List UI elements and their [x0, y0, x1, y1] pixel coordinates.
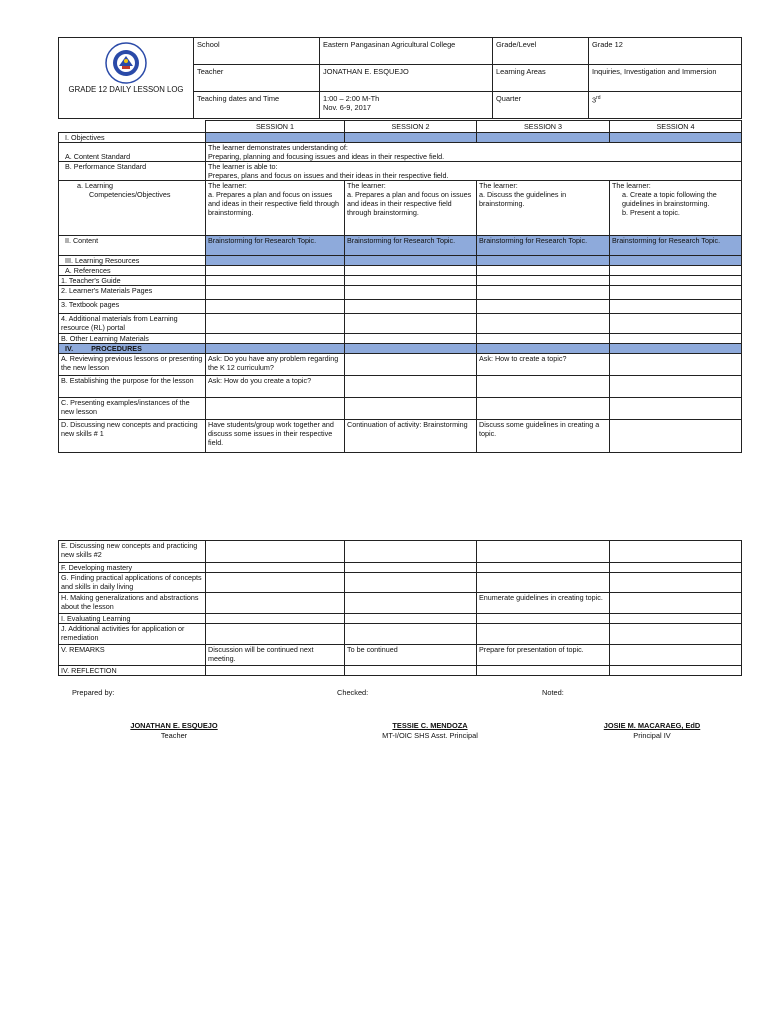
signatory-2-role: MT-I/OIC SHS Asst. Principal	[382, 731, 478, 740]
session-3-header: SESSION 3	[477, 121, 610, 133]
content-session-1: Brainstorming for Research Topic.	[206, 236, 345, 256]
teachers-guide-row	[59, 276, 742, 286]
references-label: A. References	[59, 266, 206, 276]
competencies-s1-text: a. Prepares a plan and focus on issues and ideas in their respective field through brainstorming.	[208, 190, 340, 217]
content-standard-row	[59, 143, 742, 162]
practical-row	[59, 573, 742, 593]
examples-label: C. Presenting examples/instances of the new lesson	[59, 398, 206, 420]
competencies-s1-intro: The learner:	[208, 181, 247, 190]
competencies-label	[59, 181, 206, 236]
quarter-value	[589, 92, 742, 119]
logo-cell	[59, 38, 194, 119]
references-row	[59, 266, 742, 276]
purpose-session-1: Ask: How do you create a topic?	[206, 376, 345, 398]
content-session-4: Brainstorming for Research Topic.	[610, 236, 742, 256]
discuss1-row	[59, 420, 742, 453]
dates-label: Teaching dates and Time	[194, 92, 320, 119]
textbook-label: 3. Textbook pages	[59, 300, 206, 314]
competencies-s4-item-b: b. Present a topic.	[622, 208, 680, 217]
remarks-label: V. REMARKS	[59, 645, 206, 666]
performance-standard-intro: The learner is able to:	[208, 162, 278, 171]
checked-label: Checked:	[337, 688, 369, 697]
session-4-header: SESSION 4	[610, 121, 742, 133]
signatory-3-role: Principal IV	[633, 731, 671, 740]
procedures-number: IV.	[65, 344, 74, 353]
learners-pages-row	[59, 286, 742, 300]
evaluate-label: I. Evaluating Learning	[59, 614, 206, 624]
generalize-row	[59, 593, 742, 614]
noted-label: Noted:	[542, 688, 564, 697]
procedures-title: PROCEDURES	[91, 344, 142, 353]
mastery-label: F. Developing mastery	[59, 563, 206, 573]
competencies-session-4	[610, 181, 742, 236]
quarter-suffix: rd	[596, 95, 601, 101]
review-session-1: Ask: Do you have any problem regarding the K 12 curriculum?	[206, 354, 345, 376]
content-label: II. Content	[59, 236, 206, 256]
signatory-3-name: JOSIE M. MACARAEG, EdD	[603, 721, 701, 730]
review-label: A. Reviewing previous lessons or presenting the new lesson	[59, 354, 206, 376]
additional-row	[59, 624, 742, 645]
competencies-s2-text: a. Prepares a plan and focus on issues and ideas in their respective field through brainstorming.	[347, 190, 472, 217]
learners-pages-label: 2. Learner's Materials Pages	[59, 286, 206, 300]
other-materials-row	[59, 334, 742, 344]
content-session-2: Brainstorming for Research Topic.	[345, 236, 477, 256]
evaluate-row	[59, 614, 742, 624]
deped-seal-icon	[103, 42, 149, 84]
lr-portal-label: 4. Additional materials from Learning resource (RL) portal	[59, 314, 206, 334]
content-standard-value	[206, 143, 742, 162]
procedures-label	[59, 344, 206, 354]
performance-standard-text: Prepares, plans and focus on issues and their ideas in their respective field.	[208, 171, 449, 180]
content-standard-label: A. Content Standard	[59, 143, 206, 162]
grade-label: Grade/Level	[493, 38, 589, 65]
grade-value: Grade 12	[589, 38, 742, 65]
quarter-number: 3	[592, 95, 597, 105]
procedures-row	[59, 344, 742, 354]
signatory-3	[582, 721, 722, 741]
discuss1-session-3: Discuss some guidelines in creating a topic.	[477, 420, 610, 453]
purpose-label: B. Establishing the purpose for the lesson	[59, 376, 206, 398]
remarks-session-3: Prepare for presentation of topic.	[477, 645, 610, 666]
signatory-2	[350, 721, 510, 741]
lr-portal-row	[59, 314, 742, 334]
lesson-log-title: GRADE 12 DAILY LESSON LOG	[68, 85, 184, 94]
teachers-guide-label: 1. Teacher's Guide	[59, 276, 206, 286]
area-value: Inquiries, Investigation and Immersion	[589, 65, 742, 92]
objectives-label: I. Objectives	[59, 133, 206, 143]
practical-label: G. Finding practical applications of concepts and skills in daily living	[59, 573, 206, 593]
remarks-row	[59, 645, 742, 666]
content-row	[59, 236, 742, 256]
competencies-s4-intro: The learner:	[612, 181, 651, 190]
examples-row	[59, 398, 742, 420]
school-label: School	[194, 38, 320, 65]
resources-row	[59, 256, 742, 266]
sessions-row	[59, 121, 742, 133]
mastery-row	[59, 563, 742, 573]
purpose-row	[59, 376, 742, 398]
discuss2-row	[59, 541, 742, 563]
discuss1-session-2: Continuation of activity: Brainstorming	[345, 420, 477, 453]
additional-label: J. Additional activities for application or remediation	[59, 624, 206, 645]
lesson-table	[58, 120, 742, 453]
textbook-row	[59, 300, 742, 314]
review-session-3: Ask: How to create a topic?	[477, 354, 610, 376]
dates-range: Nov. 6-9, 2017	[323, 103, 371, 112]
remarks-session-1: Discussion will be continued next meeting.	[206, 645, 345, 666]
discuss1-session-1: Have students/group work together and discuss some issues in their respective field.	[206, 420, 345, 453]
signatory-1-name: JONATHAN E. ESQUEJO	[130, 721, 218, 730]
discuss2-label: E. Discussing new concepts and practicing new skills #2	[59, 541, 206, 563]
competencies-s3-intro: The learner:	[479, 181, 518, 190]
prepared-label: Prepared by:	[72, 688, 115, 697]
reflection-label: IV. REFLECTION	[59, 666, 206, 676]
performance-standard-label: B. Performance Standard	[59, 162, 206, 181]
generalize-session-3: Enumerate guidelines in creating topic.	[477, 593, 610, 614]
content-session-3: Brainstorming for Research Topic.	[477, 236, 610, 256]
competencies-session-2	[345, 181, 477, 236]
signatory-1-role: Teacher	[160, 731, 188, 740]
competencies-session-1	[206, 181, 345, 236]
competencies-row	[59, 181, 742, 236]
discuss1-label: D. Discussing new concepts and practicing new skills # 1	[59, 420, 206, 453]
session-1-header: SESSION 1	[206, 121, 345, 133]
signatory-1	[104, 721, 244, 741]
performance-standard-value	[206, 162, 742, 181]
performance-standard-row	[59, 162, 742, 181]
generalize-label: H. Making generalizations and abstractions about the lesson	[59, 593, 206, 614]
remarks-session-2: To be continued	[345, 645, 477, 666]
teacher-value: JONATHAN E. ESQUEJO	[320, 65, 493, 92]
signatory-2-name: TESSIE C. MENDOZA	[392, 721, 468, 730]
competencies-s2-intro: The learner:	[347, 181, 386, 190]
dates-time: 1:00 – 2:00 M-Th	[323, 94, 380, 103]
competencies-session-3	[477, 181, 610, 236]
review-row	[59, 354, 742, 376]
session-2-header: SESSION 2	[345, 121, 477, 133]
other-materials-label: B. Other Learning Materials	[59, 334, 206, 344]
teacher-label: Teacher	[194, 65, 320, 92]
content-standard-intro: The learner demonstrates understanding of:	[208, 143, 348, 152]
dates-value	[320, 92, 493, 119]
objectives-row	[59, 133, 742, 143]
quarter-label: Quarter	[493, 92, 589, 119]
lesson-table-continued	[58, 540, 742, 676]
competencies-s3-text: a. Discuss the guidelines in brainstorming.	[479, 190, 567, 208]
competencies-label-line1: a. Learning	[77, 181, 113, 190]
area-label: Learning Areas	[493, 65, 589, 92]
header-table	[58, 37, 742, 119]
content-standard-text: Preparing, planning and focusing issues and ideas in their respective field.	[208, 152, 445, 161]
competencies-label-line2: Competencies/Objectives	[89, 190, 171, 199]
resources-label: III. Learning Resources	[59, 256, 206, 266]
school-value: Eastern Pangasinan Agricultural College	[320, 38, 493, 65]
competencies-s4-item-a: a. Create a topic following the guidelines in brainstorming.	[622, 190, 717, 208]
reflection-row	[59, 666, 742, 676]
